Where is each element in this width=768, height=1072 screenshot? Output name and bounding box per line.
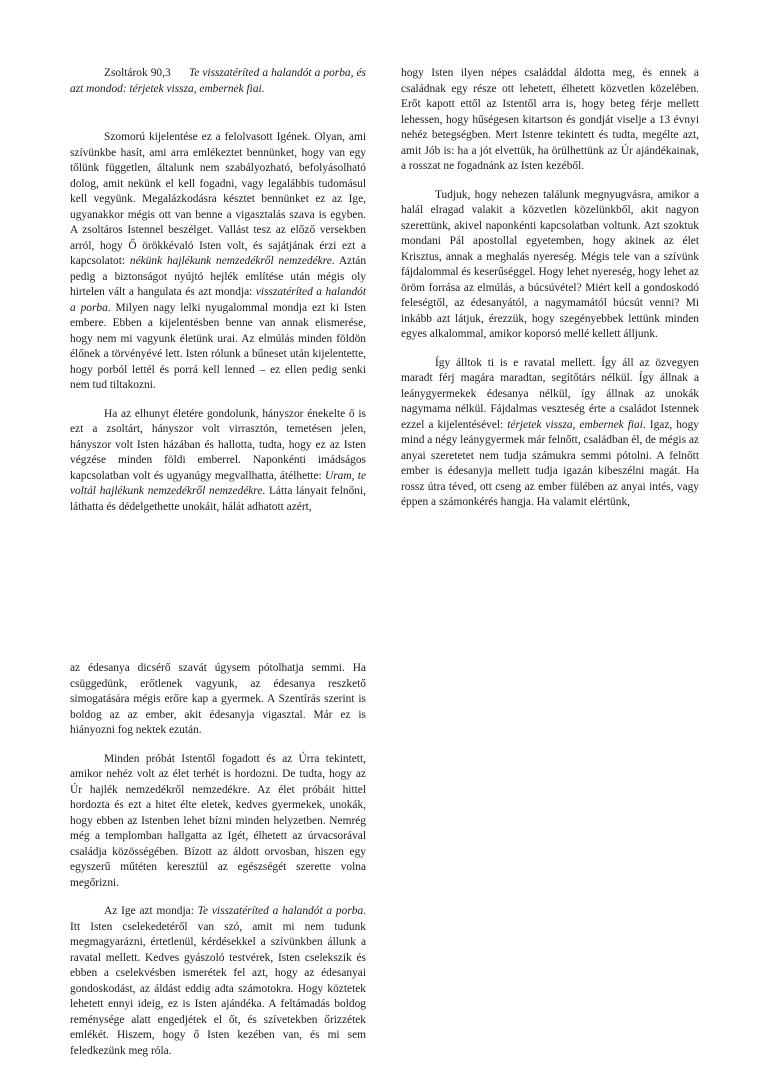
left-column-top xyxy=(70,66,366,528)
paragraph-6 xyxy=(70,904,366,1059)
paragraph-2 xyxy=(70,407,366,516)
left-column-bottom xyxy=(70,661,366,1072)
italic-quote: visszatéríted a halandót a porba xyxy=(70,286,366,314)
paragraph-5: Minden próbát Istentől fogadott és az Úrra tekintett, amikor nehéz volt az élet terhét is hordozni. De tudta, hogy az Úr hajlék nemzedékről nemzedékre. Az élet próbáit hittel hordozta és ezt a hitet élte eletek, kedves gyermekek, unokák, hogy ebben az Istenben lehet bízni minden helyzetben. Nemrég még a templomban hallgatta az Igét, élhetett az úrvacsorával családja közösségében. Bízott az áldott orvosban, hiszen egy egyszerű műtéten keresztül az egészségét szerette volna megőrizni. xyxy=(70,752,366,889)
paragraph-4 xyxy=(401,356,699,511)
text-run: . Milyen nagy lelki nyugalommal mondja ezt ki Isten embere. Ebben a kijelentésben benne van annak elismerése, hogy nem mi vagyunk életünk urai. Az elmúlás minden földön élőnek a törvényévé lett. Isten rólunk a bűneset után kijelentette, hogy porból lettél és porrá kell lenned – ez ellen pedig senki nem tud tiltakozni. xyxy=(70,301,366,391)
italic-quote: nékünk hajlékunk nemzedékről nemzedékre xyxy=(129,255,332,267)
italic-quote: térjetek vissza, embernek fiai xyxy=(507,418,643,431)
heading-gap xyxy=(171,67,189,79)
right-column-top xyxy=(401,66,699,524)
text-run: Ha az elhunyt életére gondolunk, hányszor énekelte ő is ezt a zsoltárt, hányszor volt virrasztón, temetésen jelen, hányszor volt Isten házában és hallotta, tudta, hogy ez az Isten végzése minden földi emberrel. Naponkénti imádságos kapcsolatban volt és ugyanúgy megvallhatta, átélhette: xyxy=(70,407,366,482)
italic-quote: Uram, te voltál hajlékunk nemzedékről nemzedékre xyxy=(70,469,366,497)
paragraph-2-continued: hogy Isten ilyen népes családdal áldotta meg, és ennek a családnak egy része ott lehetett, élhetett közvetlen közelében. Erőt kapott ettől az Istentől arra is, hogy beteg férje mellett lehessen, hogy hűségesen kitartson és gondját viselje a 13 évnyi nehéz betegségben. Mert Istenre tekintett és tudta, megélte azt, amit Jób is: ha a jót elvettük, ha örülhettünk az Úr ajándékainak, a rosszat ne fogadnánk az Isten kezéből. xyxy=(401,67,699,172)
paragraph-1 xyxy=(70,130,366,394)
italic-quote: Te visszatéríted a halandót a porba xyxy=(197,905,364,917)
text-run: Az Ige azt mondja: xyxy=(104,905,198,917)
scripture-quote: Te visszatéríted a halandót a porba, és azt mondod: térjetek vissza, embernek fiai. xyxy=(70,67,366,95)
text-run: . Itt Isten cselekedetéről van szó, amit mi nem tudunk megmagyarázni, értetlenül, kérdésekkel a szívünkben állunk a ravatal mellett. Kedves gyászoló testvérek, Isten cselekszik és ebben a cselekvésben ismerétek fel azt, hogy az édesanyai gondoskodást, az áldást eddig adta számotokra. Hogy köztetek lehetett ennyi ideig, ez is Isten ajándéka. A feltámadás boldog reménysége alatt engedjétek el őt, és szívetekben őrizzétek emlékét. Hiszem, hogy ő Isten kezében van, és mi sem feledkezünk meg róla. xyxy=(70,905,367,1057)
text-run: Így álltok ti is e ravatal mellett. Így áll az özvegyen maradt férj magára maradtan, segítőtárs nélkül. Így állnak a leánygyermekek édesanya nélkül, így állnak az unokák nagymama nélkül. Fájdalmas veszteség érte a családot Istennek ezzel a kijelentésével: xyxy=(401,356,699,431)
text-run: . Látta lányait felnőni, láthatta és dédelgethette unokáit, hálát adhatott azért, xyxy=(70,485,366,513)
text-run: Szomorú kijelentése ez a felolvasott Igének. Olyan, ami szívünkbe hasít, ami arra emlékeztet bennünket, hogy van egy tőlünk független, általunk nem szabályozható, befolyásolható dolog, amit nekünk el kell fogadni, vagy legalábbis tudomásul kell vegyünk. Megalázkodásra késztet bennünket ez az Ige, ugyanakkor mégis ott van benne a vigasztalás szava is egyben. A zsoltáros Istennel beszélget. Vallást tesz az előző versekben arról, hogy Ő örökkévaló Isten volt, és sajátjának érzi ezt a kapcsolatot: xyxy=(70,131,366,267)
scripture-heading xyxy=(70,66,366,97)
text-run: . Igaz, hogy mind a négy leánygyermek már felnőtt, családban él, de mégis az anyai szeretetet nem tudja számukra semmi pótolni. A felnőtt ember is édesanyja mellett tudja igazán kibeszélni magát. Ha rossz útra téved, ott cseng az ember fülében az anyai intés, vagy éppen a számonkérés hangja. Ha valamit elértünk, xyxy=(401,418,699,508)
scripture-reference: Zsoltárok 90,3 xyxy=(104,67,171,79)
paragraph-4-continued: az édesanya dicsérő szavát úgysem pótolhatja semmi. Ha csüggedünk, erőtlenek vagyunk, az édesanya reszkető simogatására mégis erőre kap a gyermek. A Szentírás szerint is boldog az az ember, akit édesanyja vigasztal. Már ez is hiányozni fog nektek ezután. xyxy=(70,662,366,736)
text-run: . Aztán pedig a biztonságot nyújtó hejlék említése után mégis oly hirtelen vált a hangulata és azt mondja: xyxy=(70,255,367,298)
paragraph-3: Tudjuk, hogy nehezen találunk megnyugvásra, amikor a halál elragad valakit a közvetlen közelünkből, akit nagyon szerettünk, akivel naponkénti kapcsolatban voltunk. Azt szoktuk mondani Pál apostollal egyetemben, hogy akinek az élet Krisztus, annak a meghalás nyereség. Mégis tele van a szívünk fájdalommal és keserűséggel. Hogy lehet nyereség, hogy lehet az öröm forrása az elmúlás, a búcsúvétel? Miért kell a gondoskodó feleségtől, az édesanyától, a nagymamától búcsút venni? Mi inkább azt látjuk, érezzük, hogy szegényebbek lettünk minden egyes alkalommal, amikor koporsó mellé kellett álljunk. xyxy=(401,188,699,340)
